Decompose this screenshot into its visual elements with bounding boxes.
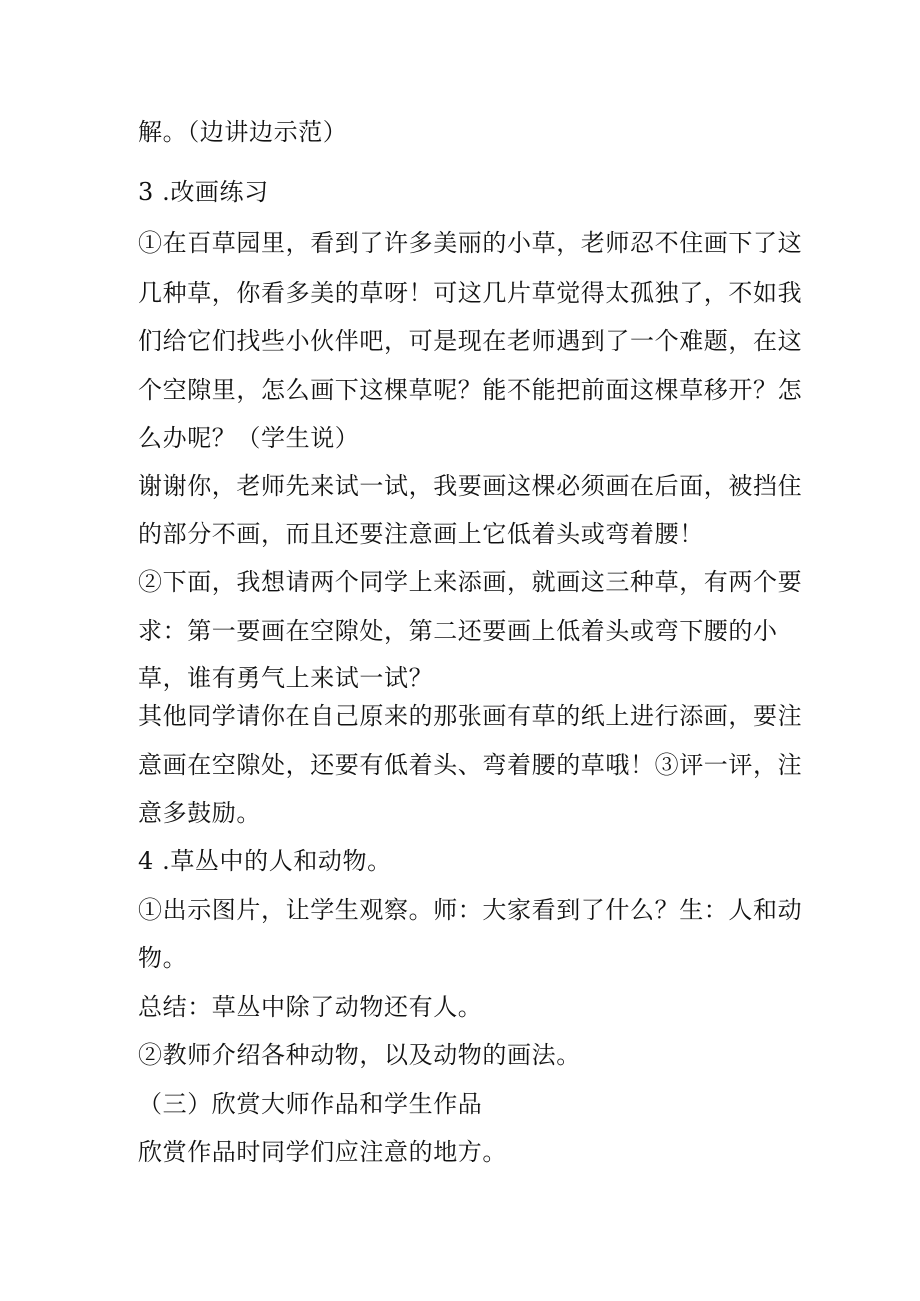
paragraph-line: 其他同学请你在自己原来的那张画有草的纸上进行添画，要注 xyxy=(138,702,803,730)
paragraph-line: 么办呢？（学生说） xyxy=(138,424,360,452)
paragraph-line: ①出示图片，让学生观察。师：大家看到了什么？生：人和动 xyxy=(138,896,803,924)
paragraph-line: 解。（边讲边示范） xyxy=(138,118,348,146)
paragraph-line: 谢谢你，老师先来试一试，我要画这棵必须画在后面，被挡住 xyxy=(138,472,803,500)
paragraph-line: ②教师介绍各种动物，以及动物的画法。 xyxy=(138,1041,581,1069)
paragraph-line: ②下面，我想请两个同学上来添画，就画这三种草，有两个要 xyxy=(138,568,803,596)
paragraph-line: 物。 xyxy=(138,944,188,972)
section-heading: 4 .草丛中的人和动物。 xyxy=(138,847,392,875)
paragraph-line: 们给它们找些小伙伴吧，可是现在老师遇到了一个难题，在这 xyxy=(138,327,803,355)
paragraph-line: 意画在空隙处，还要有低着头、弯着腰的草哦！③评一评，注 xyxy=(138,751,803,779)
section-heading: 3 .改画练习 xyxy=(138,178,269,206)
paragraph-line: 几种草，你看多美的草呀！可这几片草觉得太孤独了，不如我 xyxy=(138,279,803,307)
paragraph-line: 总结：草丛中除了动物还有人。 xyxy=(138,993,483,1021)
paragraph-line: 草，谁有勇气上来试一试？ xyxy=(138,664,434,692)
paragraph-line: ①在百草园里，看到了许多美丽的小草，老师忍不住画下了这 xyxy=(138,229,803,257)
paragraph-line: 欣赏作品时同学们应注意的地方。 xyxy=(138,1138,507,1166)
section-heading: （三）欣赏大师作品和学生作品 xyxy=(138,1090,483,1118)
paragraph-line: 的部分不画，而且还要注意画上它低着头或弯着腰！ xyxy=(138,520,704,548)
paragraph-line: 个空隙里，怎么画下这棵草呢？能不能把前面这棵草移开？怎 xyxy=(138,376,803,404)
paragraph-line: 求：第一要画在空隙处，第二还要画上低着头或弯下腰的小 xyxy=(138,617,778,645)
paragraph-line: 意多鼓励。 xyxy=(138,799,261,827)
